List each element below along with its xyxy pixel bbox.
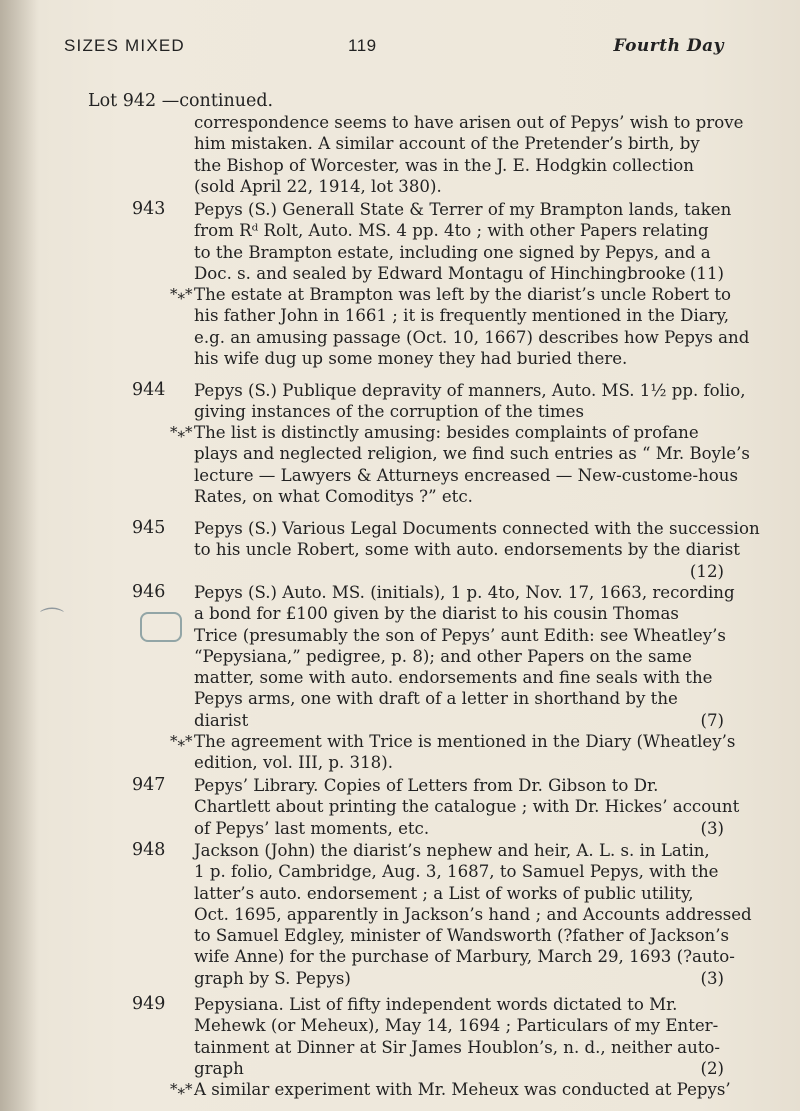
asterism: *⁎* xyxy=(170,1080,193,1098)
text-line xyxy=(194,818,724,839)
text-line: to his uncle Robert, some with auto. endorsements by the diarist xyxy=(194,540,740,560)
text-line xyxy=(194,1058,724,1079)
lot-description xyxy=(194,582,735,731)
page-header xyxy=(64,36,724,60)
lot-description xyxy=(194,199,732,284)
lot-note xyxy=(170,1079,731,1100)
text-line: A similar experiment with Mr. Meheux was conducted at Pepys’ xyxy=(194,1080,731,1099)
text-line: his father John in 1661 ; it is frequently mentioned in the Diary, xyxy=(194,306,730,326)
text-line: the Bishop of Worcester, was in the J. E. Hodgkin collection xyxy=(194,155,694,175)
text-line: The list is distinctly amusing: besides complaints of profane xyxy=(194,423,699,442)
asterism: *⁎* xyxy=(170,285,193,303)
lot-continued-heading: Lot 942 —continued. xyxy=(88,91,274,111)
text-line: e.g. an amusing passage (Oct. 10, 1667) describes how Pepys and xyxy=(194,327,750,347)
text-line: Mehewk (or Meheux), May 14, 1694 ; Particulars of my Enter- xyxy=(194,1016,719,1036)
text-line: matter, some with auto. endorsements and fine seals with the xyxy=(194,668,713,688)
lot-number: 947 xyxy=(132,775,166,795)
text-line: Pepysiana. List of fifty independent words dictated to Mr. xyxy=(194,995,678,1014)
text-line xyxy=(194,968,724,989)
text-line: to the Brampton estate, including one signed by Pepys, and a xyxy=(194,242,711,262)
text-line-content: graph by S. Pepys) xyxy=(194,968,351,988)
lot-number: 945 xyxy=(132,518,166,538)
text-line: latter’s auto. endorsement ; a List of works of public utility, xyxy=(194,883,694,903)
item-count: (11) xyxy=(689,263,724,283)
item-count: (12) xyxy=(689,561,724,581)
text-line: to Samuel Edgley, minister of Wandsworth (?father of Jackson’s xyxy=(194,926,730,946)
asterism: *⁎* xyxy=(170,732,193,750)
text-line: Pepys (S.) Various Legal Documents connected with the succession xyxy=(194,519,760,538)
page-number: 119 xyxy=(348,36,377,55)
text-line: a bond for £100 given by the diarist to his cousin Thomas xyxy=(194,604,679,624)
text-line-content: graph xyxy=(194,1058,244,1078)
text-line xyxy=(194,263,724,284)
text-line: Chartlett about printing the catalogue ; with Dr. Hickes’ account xyxy=(194,797,740,817)
lot-number: 943 xyxy=(132,199,166,219)
text-line: 1 p. folio, Cambridge, Aug. 3, 1687, to Samuel Pepys, with the xyxy=(194,862,719,882)
item-count: (3) xyxy=(700,968,724,988)
text-line: The agreement with Trice is mentioned in the Diary (Wheatley’s xyxy=(194,732,736,751)
lot-description xyxy=(194,775,740,839)
text-line xyxy=(194,710,724,731)
text-line: plays and neglected religion, we find such entries as “ Mr. Boyle’s xyxy=(194,444,750,464)
text-line: Pepys (S.) Generall State & Terrer of my Brampton lands, taken xyxy=(194,200,732,219)
text-line: Pepys’ Library. Copies of Letters from Dr. Gibson to Dr. xyxy=(194,776,659,795)
page-edge-shadow xyxy=(0,0,38,1111)
text-line: Pepys (S.) Auto. MS. (initials), 1 p. 4to, Nov. 17, 1663, recording xyxy=(194,583,735,602)
lot-description xyxy=(194,380,746,423)
pencil-mark: ⌒ xyxy=(40,606,64,634)
header-section: SIZES MIXED xyxy=(64,36,185,55)
text-line: him mistaken. A similar account of the Pretender’s birth, by xyxy=(194,134,700,154)
lot-number: 949 xyxy=(132,994,166,1014)
lot-note xyxy=(170,422,750,507)
lot-number: 946 xyxy=(132,582,166,602)
text-line: from Rᵈ Rolt, Auto. MS. 4 pp. 4to ; with other Papers relating xyxy=(194,221,709,241)
text-line: Jackson (John) the diarist’s nephew and heir, A. L. s. in Latin, xyxy=(194,841,710,860)
text-line: lecture — Lawyers & Atturneys encreased — New-custome-hous xyxy=(194,465,738,485)
lot-number: 948 xyxy=(132,840,166,860)
text-line: Pepys arms, one with draft of a letter in shorthand by the xyxy=(194,689,678,709)
item-count: (2) xyxy=(700,1058,724,1078)
header-day: Fourth Day xyxy=(613,36,724,56)
text-line: edition, vol. III, p. 318). xyxy=(194,753,393,773)
lot-942-text xyxy=(194,112,744,197)
text-line: The estate at Brampton was left by the diarist’s uncle Robert to xyxy=(194,285,732,304)
text-line: giving instances of the corruption of the times xyxy=(194,402,585,422)
text-line-content: of Pepys’ last moments, etc. xyxy=(194,818,430,838)
text-line: Pepys (S.) Publique depravity of manners, Auto. MS. 1½ pp. folio, xyxy=(194,381,746,400)
text-line: his wife dug up some money they had buried there. xyxy=(194,348,628,368)
text-line: (sold April 22, 1914, lot 380). xyxy=(194,176,442,196)
lot-number: 944 xyxy=(132,380,166,400)
lot-description xyxy=(194,518,760,582)
text-line-content: diarist xyxy=(194,710,249,730)
lot-note xyxy=(170,731,736,774)
text-line: Oct. 1695, apparently in Jackson’s hand ; and Accounts addressed xyxy=(194,904,752,924)
asterism: *⁎* xyxy=(170,423,193,441)
text-line: Rates, on what Comoditys ?” etc. xyxy=(194,486,473,506)
lot-description xyxy=(194,994,724,1079)
lot-note xyxy=(170,284,750,369)
text-line: wife Anne) for the purchase of Marbury, March 29, 1693 (?auto- xyxy=(194,947,735,967)
item-count: (7) xyxy=(700,710,724,730)
text-line: correspondence seems to have arisen out of Pepys’ wish to prove xyxy=(194,113,744,132)
text-line: tainment at Dinner at Sir James Houblon’s, n. d., neither auto- xyxy=(194,1037,721,1057)
item-count: (3) xyxy=(700,818,724,838)
text-line: Trice (presumably the son of Pepys’ aunt Edith: see Wheatley’s xyxy=(194,625,726,645)
lot-description xyxy=(194,840,752,989)
text-line: “Pepysiana,” pedigree, p. 8); and other Papers on the same xyxy=(194,646,692,666)
pencil-circle-mark xyxy=(140,612,182,642)
text-line-content: Doc. s. and sealed by Edward Montagu of Hinchingbrooke xyxy=(194,263,686,283)
